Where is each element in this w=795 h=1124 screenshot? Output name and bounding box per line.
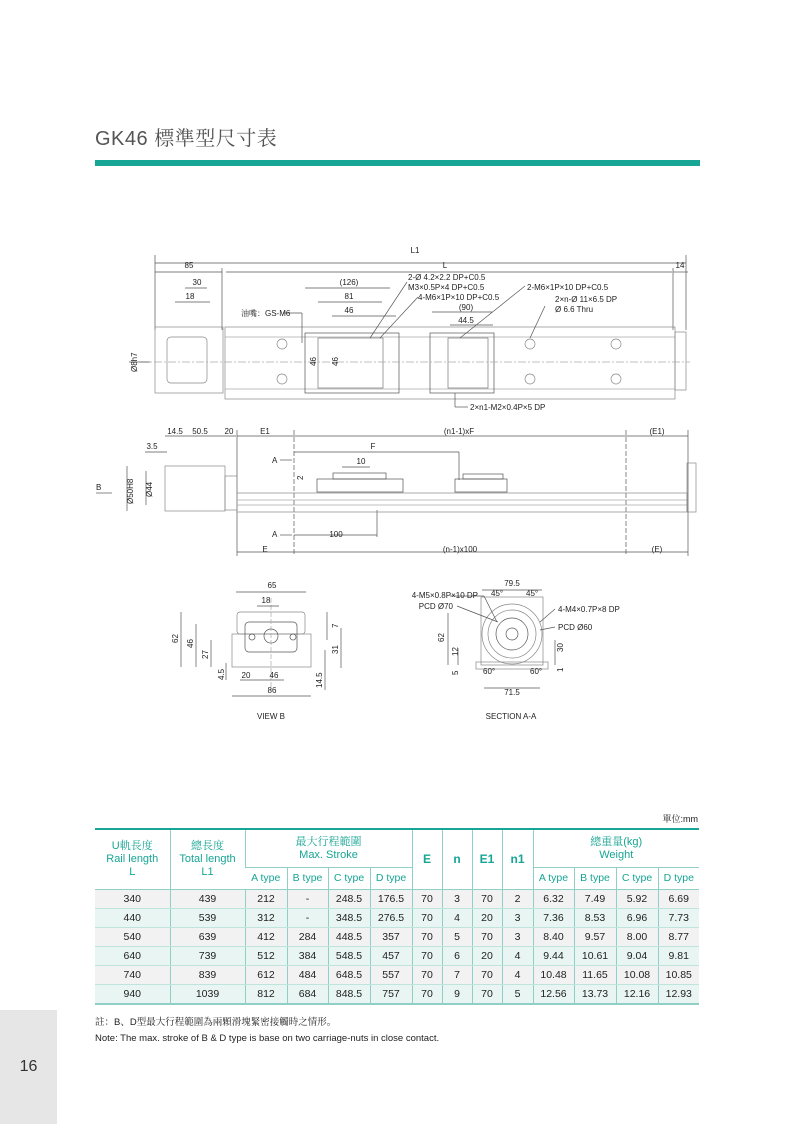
page-number: 16 [19, 1058, 38, 1075]
table-cell: 439 [170, 890, 245, 909]
dim-85: 85 [184, 261, 194, 270]
note-pcd70: PCD Ø70 [418, 602, 453, 611]
table-cell: 4 [502, 947, 533, 966]
header-weight-b: B type [574, 868, 616, 890]
header-rail-sym: L [129, 866, 136, 878]
table-body [95, 890, 699, 1005]
dim-shaft-8h7: Ø8h7 [130, 352, 139, 372]
dim-L1: L1 [410, 246, 420, 255]
table-cell: 70 [472, 890, 502, 909]
dim-71-5: 71.5 [504, 688, 520, 697]
header-total-zh: 總長度 [191, 840, 224, 852]
header-stroke-d: D type [370, 868, 412, 890]
header-weight-c: C type [616, 868, 658, 890]
header-n: n [442, 829, 472, 890]
table-cell: 540 [95, 928, 170, 947]
table-cell: 70 [412, 909, 442, 928]
note-m5-thread: 4-M5×0.8P×10 DP [411, 591, 478, 600]
table-cell: 4 [502, 966, 533, 985]
dim-2: 2 [296, 475, 305, 480]
table-cell: 3 [502, 909, 533, 928]
table-cell: 70 [412, 928, 442, 947]
note-thread-m2: 2×n1-M2×0.4P×5 DP [470, 403, 546, 412]
note-thread-m6-2: 2-M6×1P×10 DP+C0.5 [527, 283, 609, 292]
header-weight-zh: 總重量(kg) [590, 835, 643, 848]
table-cell: 8.53 [574, 909, 616, 928]
dim-100: 100 [329, 530, 343, 539]
table-cell: 70 [472, 928, 502, 947]
table-cell: 70 [412, 890, 442, 909]
dim-44: Ø44 [145, 481, 154, 497]
table-cell: 812 [245, 985, 287, 1005]
dim-E1-right: (E1) [649, 427, 665, 436]
table-cell: 10.61 [574, 947, 616, 966]
dim-3-5: 3.5 [146, 442, 158, 451]
dimension-table [95, 828, 699, 1005]
table-cell: 512 [245, 947, 287, 966]
table-cell: 7 [442, 966, 472, 985]
dim-65: 65 [267, 581, 277, 590]
table-cell: 9 [442, 985, 472, 1005]
dim-27: 27 [201, 650, 210, 659]
table-cell: 12.16 [616, 985, 658, 1005]
table-cell: 7.36 [533, 909, 574, 928]
angle-60-left: 60° [483, 667, 496, 676]
table-cell: 9.81 [658, 947, 699, 966]
dim-46: 46 [344, 306, 354, 315]
dim-50-5: 50.5 [192, 427, 208, 436]
table-cell: 70 [412, 985, 442, 1005]
table-cell: - [287, 890, 328, 909]
table-cell: 457 [370, 947, 412, 966]
dim-4-5: 4.5 [217, 668, 226, 680]
header-weight-a: A type [533, 868, 574, 890]
table-cell: 757 [370, 985, 412, 1005]
note-thru-hole: Ø 6.6 Thru [555, 305, 594, 314]
table-cell: 70 [412, 966, 442, 985]
dim-20: 20 [241, 671, 251, 680]
table-cell: 9.57 [574, 928, 616, 947]
table-cell: 10.08 [616, 966, 658, 985]
table-cell: 648.5 [328, 966, 370, 985]
dim-81: 81 [344, 292, 354, 301]
dim-n1-F: (n1-1)xF [443, 427, 475, 436]
table-cell: 70 [472, 985, 502, 1005]
table-cell: 2 [502, 890, 533, 909]
table-cell: 412 [245, 928, 287, 947]
header-stroke-b: B type [287, 868, 328, 890]
dim-F: F [370, 442, 376, 451]
header-rail-length [95, 829, 170, 890]
table-cell: 4 [442, 909, 472, 928]
table-row [95, 890, 699, 909]
table-cell: 612 [245, 966, 287, 985]
table-cell: 13.73 [574, 985, 616, 1005]
table-cell: 276.5 [370, 909, 412, 928]
angle-45-left: 45° [491, 589, 504, 598]
table-cell: 10.48 [533, 966, 574, 985]
header-rail-zh: U軌長度 [111, 840, 153, 852]
section-mark-A-top: A [272, 456, 278, 465]
table-cell: 6 [442, 947, 472, 966]
table-cell: 176.5 [370, 890, 412, 909]
table-cell: 7.49 [574, 890, 616, 909]
table-cell: 839 [170, 966, 245, 985]
table-cell: 8.40 [533, 928, 574, 947]
table-cell: 484 [287, 966, 328, 985]
grease-nipple-label: 油嘴：GS-M6 [241, 309, 291, 318]
angle-45-right: 45° [526, 589, 539, 598]
header-weight-en: Weight [599, 848, 634, 861]
table-cell: 557 [370, 966, 412, 985]
table-cell: 12.56 [533, 985, 574, 1005]
note-english: Note: The max. stroke of B & D type is base on two carriage-nuts in close contact. [95, 1033, 440, 1044]
table-cell: 548.5 [328, 947, 370, 966]
view-b [171, 581, 341, 721]
header-stroke-a: A type [245, 868, 287, 890]
dim-30: 30 [192, 278, 202, 287]
dim-18: 18 [185, 292, 195, 301]
dim-n-100: (n-1)x100 [442, 545, 478, 554]
section-mark-A-bottom: A [272, 530, 278, 539]
header-stroke-en: Max. Stroke [299, 848, 358, 861]
angle-60-right: 60° [530, 667, 543, 676]
dim-44-5: 44.5 [458, 316, 474, 325]
table-cell: 11.65 [574, 966, 616, 985]
table-cell: 20 [472, 947, 502, 966]
table-row [95, 966, 699, 985]
table-cell: 312 [245, 909, 287, 928]
table-cell: 20 [472, 909, 502, 928]
table-cell: 8.00 [616, 928, 658, 947]
dim-1: 1 [556, 667, 565, 672]
dim-90: (90) [458, 303, 474, 312]
section-caption: SECTION A-A [485, 712, 537, 721]
table-cell: 848.5 [328, 985, 370, 1005]
dim-5: 5 [451, 670, 460, 675]
table-cell: 6.96 [616, 909, 658, 928]
table-cell: 448.5 [328, 928, 370, 947]
dim-46-vertical: 46 [331, 357, 340, 366]
unit-label: 單位:mm [662, 814, 698, 824]
section-a-a [412, 579, 620, 721]
table-cell: 248.5 [328, 890, 370, 909]
table-cell: 440 [95, 909, 170, 928]
view-mark-B: B [96, 483, 102, 492]
table-cell: 6.32 [533, 890, 574, 909]
table-cell: 70 [472, 966, 502, 985]
dim-30: 30 [556, 643, 565, 652]
table-cell: 9.44 [533, 947, 574, 966]
dim-46-horizontal: 46 [269, 671, 279, 680]
header-total-length [170, 829, 245, 890]
table-cell: 640 [95, 947, 170, 966]
header-total-sym: L1 [201, 866, 214, 878]
table-row [95, 928, 699, 947]
dim-E: E [262, 545, 268, 554]
dim-62: 62 [437, 633, 446, 642]
header-rail-en: Rail length [106, 853, 159, 865]
table-cell: 9.04 [616, 947, 658, 966]
table-cell: 348.5 [328, 909, 370, 928]
table-cell: 639 [170, 928, 245, 947]
table-cell: 70 [412, 947, 442, 966]
header-E: E [412, 829, 442, 890]
header-E1: E1 [472, 829, 502, 890]
table-cell: 1039 [170, 985, 245, 1005]
dim-50H8: Ø50H8 [126, 478, 135, 504]
note-chinese: 註：B、D型最大行程範圍為兩顆滑塊緊密接觸時之情形。 [95, 1017, 337, 1028]
table-cell: 284 [287, 928, 328, 947]
note-pcd60: PCD Ø60 [558, 623, 593, 632]
table-row [95, 947, 699, 966]
table-cell: 10.85 [658, 966, 699, 985]
table-cell: - [287, 909, 328, 928]
dim-126: (126) [339, 278, 359, 287]
dim-10: 10 [356, 457, 366, 466]
table-cell: 5 [502, 985, 533, 1005]
table-cell: 212 [245, 890, 287, 909]
note-thread-m6-4: 4-M6×1P×10 DP+C0.5 [418, 293, 500, 302]
table-cell: 5.92 [616, 890, 658, 909]
dim-L: L [442, 261, 448, 270]
dim-31: 31 [331, 645, 340, 654]
dim-14-5: 14.5 [315, 672, 324, 688]
table-cell: 12.93 [658, 985, 699, 1005]
table-cell: 3 [502, 928, 533, 947]
dim-E1: E1 [260, 427, 270, 436]
header-weight-d: D type [658, 868, 699, 890]
header-max-stroke [245, 829, 412, 868]
table-cell: 340 [95, 890, 170, 909]
table-cell: 357 [370, 928, 412, 947]
header-weight [533, 829, 699, 868]
note-thread-m3: M3×0.5P×4 DP+C0.5 [408, 283, 485, 292]
table-cell: 5 [442, 928, 472, 947]
table-cell: 740 [95, 966, 170, 985]
note-m4-thread: 4-M4×0.7P×8 DP [558, 605, 620, 614]
dim-86: 86 [267, 686, 277, 695]
dim-14-5: 14.5 [167, 427, 183, 436]
header-n1: n1 [502, 829, 533, 890]
table-cell: 3 [442, 890, 472, 909]
table-cell: 739 [170, 947, 245, 966]
table-cell: 684 [287, 985, 328, 1005]
page-title: GK46 標準型尺寸表 [95, 128, 278, 150]
note-counterbore: 2×n-Ø 11×6.5 DP [555, 295, 618, 304]
table-cell: 6.69 [658, 890, 699, 909]
dim-46-vertical: 46 [309, 357, 318, 366]
dim-14: 14 [675, 261, 685, 270]
table-cell: 539 [170, 909, 245, 928]
table-cell: 384 [287, 947, 328, 966]
header-stroke-zh: 最大行程範圍 [295, 835, 362, 848]
dim-7: 7 [331, 623, 340, 628]
table-row [95, 909, 699, 928]
dim-12: 12 [451, 647, 460, 656]
dim-79-5: 79.5 [504, 579, 520, 588]
dim-18: 18 [261, 596, 271, 605]
header-total-en: Total length [179, 853, 236, 865]
dim-62: 62 [171, 634, 180, 643]
table-cell: 7.73 [658, 909, 699, 928]
table-cell: 940 [95, 985, 170, 1005]
dim-E-right: (E) [651, 545, 663, 554]
note-hole: 2-Ø 4.2×2.2 DP+C0.5 [408, 273, 486, 282]
dim-20: 20 [224, 427, 234, 436]
view-b-caption: VIEW B [256, 712, 286, 721]
top-view [129, 246, 690, 412]
table-cell: 8.77 [658, 928, 699, 947]
header-stroke-c: C type [328, 868, 370, 890]
dim-46: 46 [186, 639, 195, 648]
side-view [96, 427, 696, 556]
table-row [95, 985, 699, 1005]
